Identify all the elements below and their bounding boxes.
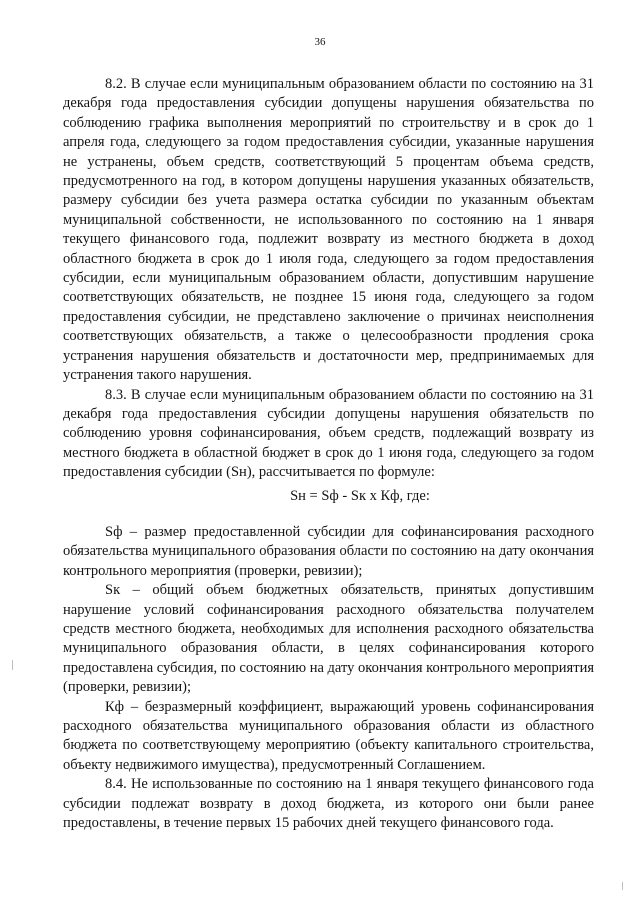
definition-kf: Кф – безразмерный коэффициент, выражающий уровень софинансирования расходного обязательства муниципального образования области из областного бюджета по соответствующему мероприятию (объекту капитального строительства, объекту недвижимого имущества), предусмотренный Соглашением. xyxy=(63,698,594,773)
scan-mark xyxy=(622,882,623,890)
paragraph-8-2-block xyxy=(63,75,594,483)
definition-sf: Sф – размер предоставленной субсидии для софинансирования расходного обязательства муниципального образования области по состоянию на дату окончания контрольного мероприятия (проверки, ревизии); xyxy=(63,524,594,579)
paragraph-8-4: 8.4. Не использованные по состоянию на 1 января текущего финансового года субсидии подлежат возврату в доход бюджета, из которого они были ранее предоставлены, в течение первых 15 рабочих дней текущего финансового года. xyxy=(63,776,594,832)
scan-mark xyxy=(12,660,13,670)
definitions-block xyxy=(63,523,594,834)
paragraph-8-2: 8.2. В случае если муниципальным образованием области по состоянию на 31 декабря года предоставления субсидии допущены нарушения обязательства по соблюдению графика выполнения мероприятий по строительству и в срок до 1 апреля года, следующего за годом предоставления субсидии, указанные нарушения не устранены, объем средств, соответствующий 5 процентам объема средств, предусмотренного на год, в котором допущены нарушения указанных обязательств, размеру субсидии без учета размера остатка субсидии по указанным объектам муниципальной собственности, не использованного по состоянию на 1 января текущего финансового года, подлежит возврату из местного бюджета в доход областного бюджета в срок до 1 июля года, следующего за годом предоставления субсидии, если муниципальным образованием области, допустившим нарушение соответствующих обязательств, не позднее 15 июня года, следующего за годом предоставления субсидии, не представлено заключение о причинах неисполнения соответствующих обязательств, а также о целесообразности продления срока устранения нарушения обязательств и достаточности мер, предпринимаемых для устранения такого нарушения. xyxy=(63,76,594,384)
formula: Sн = Sф - Sк x Кф, где: xyxy=(290,488,430,504)
definition-sk: Sк – общий объем бюджетных обязательств, принятых допустившим нарушение условий софинансирования расходного обязательства получателем средств местного бюджета, необходимых для исполнения расходного обязательства муниципального образования области, в целях софинансирования которого предоставлена субсидия, по состоянию на дату окончания контрольного мероприятия (проверки, ревизии); xyxy=(63,582,594,696)
page-number: 36 xyxy=(314,36,326,48)
paragraph-8-3: 8.3. В случае если муниципальным образованием области по состоянию на 31 декабря года предоставления субсидии допущены нарушения обязательств по соблюдению уровня софинансирования, объем средств, подлежащий возврату из местного бюджета в областной бюджет в срок до 1 июня года, следующего за годом предоставления субсидии (Sн), рассчитывается по формуле: xyxy=(63,386,594,481)
